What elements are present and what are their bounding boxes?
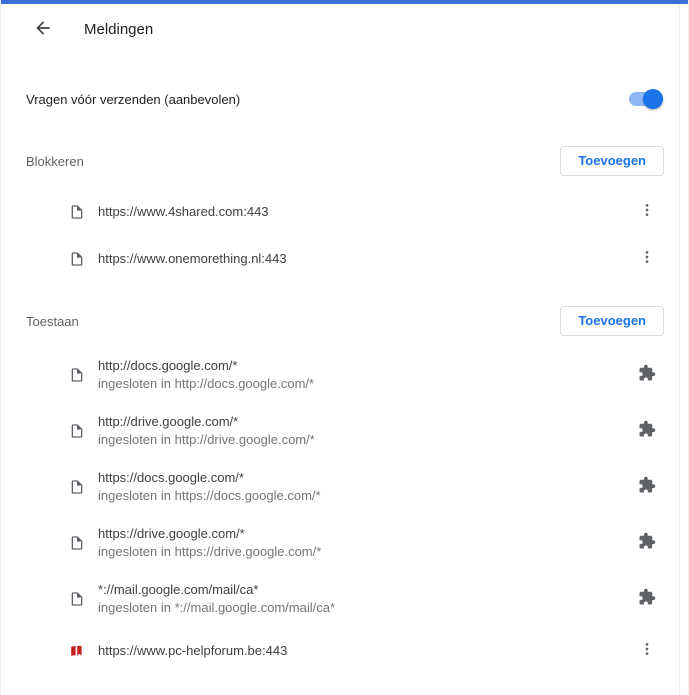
site-row: [1, 403, 688, 459]
site-embedded-label: ingesloten in http://drive.google.com/*: [98, 432, 315, 447]
toggle-knob: [643, 89, 663, 109]
site-url: https://docs.google.com/*: [98, 470, 244, 485]
section-header-toestaan: [1, 306, 688, 336]
site-row: [1, 627, 688, 674]
extension-puzzle-icon: [638, 420, 656, 443]
site-row: [1, 347, 688, 403]
ask-before-sending-row: [1, 78, 688, 120]
add-block-button[interactable]: Toevoegen: [560, 146, 664, 176]
more-options-button[interactable]: [634, 199, 660, 225]
extension-puzzle-icon: [638, 532, 656, 555]
extension-puzzle-icon: [638, 588, 656, 611]
ask-before-sending-toggle[interactable]: [629, 89, 663, 109]
file-icon: [67, 479, 87, 495]
file-icon: [67, 535, 87, 551]
site-row: [1, 459, 688, 515]
site-row: [1, 235, 688, 282]
section-heading: Toestaan: [26, 313, 79, 329]
site-embedded-label: ingesloten in https://drive.google.com/*: [98, 544, 322, 559]
scrollbar-track-edge: [679, 4, 680, 695]
site-url: https://www.onemorething.nl:443: [98, 250, 287, 266]
site-url: *://mail.google.com/mail/ca*: [98, 582, 259, 597]
arrow-back-icon: [33, 18, 53, 41]
file-icon: [67, 204, 87, 220]
site-row: [1, 188, 688, 235]
site-embedded-label: ingesloten in http://docs.google.com/*: [98, 376, 315, 391]
more-options-button[interactable]: [634, 638, 660, 664]
allowed-sites-list: [1, 347, 688, 674]
site-url: https://drive.google.com/*: [98, 526, 245, 541]
file-icon: [67, 251, 87, 267]
site-embedded-label: ingesloten in https://docs.google.com/*: [98, 488, 321, 503]
section-header-blokkeren: [1, 146, 688, 176]
page-title: Meldingen: [84, 20, 154, 38]
extension-puzzle-icon: [638, 476, 656, 499]
site-url: https://www.pc-helpforum.be:443: [98, 642, 288, 658]
file-icon: [67, 423, 87, 439]
back-button[interactable]: [25, 11, 61, 47]
blocked-sites-list: [1, 188, 688, 282]
site-url: http://docs.google.com/*: [98, 358, 238, 373]
extension-puzzle-icon: [638, 364, 656, 387]
more-options-button[interactable]: [634, 246, 660, 272]
site-row: [1, 571, 688, 627]
site-embedded-label: ingesloten in *://mail.google.com/mail/ca*: [98, 600, 336, 615]
window-top-accent-bar: [1, 0, 688, 4]
file-icon: [67, 591, 87, 607]
page-header: [1, 0, 688, 58]
more-vert-icon: [639, 249, 655, 268]
site-url: https://www.4shared.com:443: [98, 203, 269, 219]
more-vert-icon: [639, 641, 655, 660]
more-vert-icon: [639, 202, 655, 221]
site-row: [1, 515, 688, 571]
ask-before-sending-label: Vragen vóór verzenden (aanbevolen): [26, 91, 241, 107]
site-url: http://drive.google.com/*: [98, 414, 239, 429]
section-heading: Blokkeren: [26, 153, 84, 169]
file-icon: [67, 367, 87, 383]
add-allow-button[interactable]: Toevoegen: [560, 306, 664, 336]
site-favicon: [67, 643, 87, 659]
